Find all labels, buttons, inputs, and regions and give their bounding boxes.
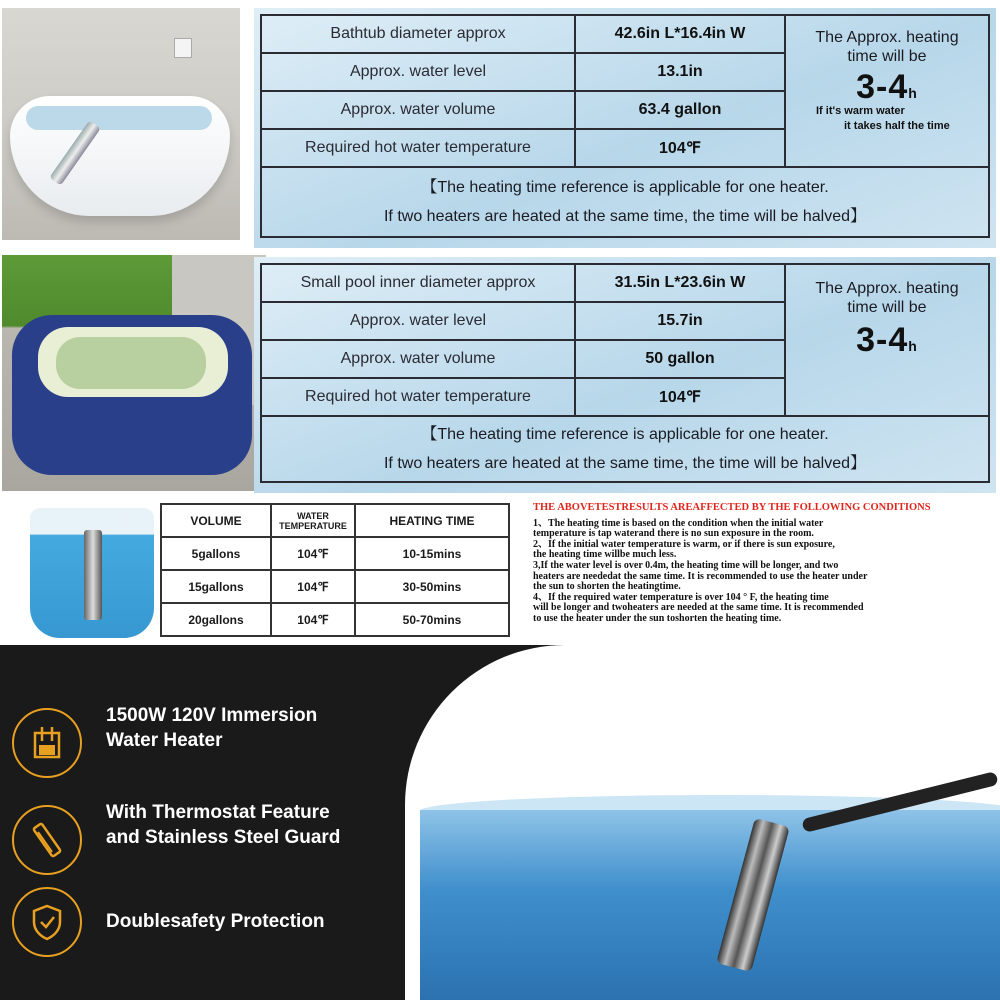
bathtub-photo xyxy=(2,8,240,240)
note-line: 【The heating time reference is applicable for one heater. xyxy=(421,426,829,443)
water-body xyxy=(420,810,1000,1000)
heating-time-number: 3-4 xyxy=(856,68,909,106)
heating-time-value xyxy=(786,68,988,107)
heating-time-value xyxy=(786,321,988,360)
heating-time-cell xyxy=(785,264,989,416)
heating-time-cell: 30-50mins xyxy=(355,570,509,603)
heater-rod-icon xyxy=(12,805,82,875)
pool-spec-panel xyxy=(254,257,996,493)
heating-time-label: The Approx. heating xyxy=(815,29,959,46)
spec-label: Approx. water volume xyxy=(261,340,575,378)
spec-label: Approx. water level xyxy=(261,302,575,340)
feature-line: 1500W 120V Immersion xyxy=(106,705,318,726)
volume-cell: 15gallons xyxy=(161,570,271,603)
feature-text xyxy=(106,800,340,850)
condition-line: 4、If the required water temperature is over 104 ° F, the heating time xyxy=(533,591,829,603)
heater-reference-note xyxy=(261,416,989,482)
spec-value: 42.6in L*16.4in W xyxy=(575,15,785,53)
heating-time-cell: 10-15mins xyxy=(355,537,509,570)
temperature-cell: 104℉ xyxy=(271,570,355,603)
warm-water-note: If it's warm water xyxy=(816,105,905,117)
condition-line: heaters are neededat the same time. It is recommended to use the heater under xyxy=(533,570,868,582)
heating-time-cell xyxy=(785,15,989,167)
spec-value: 13.1in xyxy=(575,53,785,91)
condition-line: 3,If the water level is over 0.4m, the heating time will be longer, and two xyxy=(533,559,839,571)
spec-value: 63.4 gallon xyxy=(575,91,785,129)
heating-time-cell: 50-70mins xyxy=(355,603,509,636)
column-header-line: WATER xyxy=(297,510,329,521)
test-conditions xyxy=(533,503,995,625)
feature-line: Doublesafety Protection xyxy=(106,911,325,932)
note-line: 【The heating time reference is applicable for one heater. xyxy=(421,179,829,196)
heating-time-unit: h xyxy=(908,338,918,354)
heating-time-label: time will be xyxy=(847,48,927,65)
feature-line: Water Heater xyxy=(106,730,223,751)
condition-line: will be longer and twoheaters are needed at the same time. It is recommended xyxy=(533,602,864,614)
bathtub-spec-panel xyxy=(254,8,996,248)
condition-line: to use the heater under the sun toshorten the heating time. xyxy=(533,612,782,624)
spec-label: Approx. water volume xyxy=(261,91,575,129)
spec-value: 50 gallon xyxy=(575,340,785,378)
condition-line: temperature is tap waterand there is no sun exposure in the room. xyxy=(533,528,814,540)
temperature-cell: 104℉ xyxy=(271,537,355,570)
column-header xyxy=(271,504,355,537)
temperature-cell: 104℉ xyxy=(271,603,355,636)
condition-line: 2、If the initial water temperature is warm, or if there is sun exposure, xyxy=(533,538,835,550)
condition-line: 1、The heating time is based on the condition when the initial water xyxy=(533,517,824,529)
spec-label: Small pool inner diameter approx xyxy=(261,264,575,302)
feature-text xyxy=(106,703,317,753)
heating-time-number: 3-4 xyxy=(856,321,909,359)
spec-value: 31.5in L*23.6in W xyxy=(575,264,785,302)
heating-time-label: The Approx. heating xyxy=(815,280,959,297)
pool-spec-table xyxy=(260,263,990,483)
bucket-photo xyxy=(22,500,162,640)
spec-label: Bathtub diameter approx xyxy=(261,15,575,53)
condition-line: the sun to shorten the heatingtime. xyxy=(533,581,681,593)
spec-label: Required hot water temperature xyxy=(261,129,575,167)
spec-value: 104℉ xyxy=(575,378,785,416)
column-header: VOLUME xyxy=(161,504,271,537)
feature-line: and Stainless Steel Guard xyxy=(106,827,341,848)
water-tank-icon xyxy=(12,708,82,778)
feature-text xyxy=(106,909,325,934)
feature-section xyxy=(0,645,1000,1000)
note-line: If two heaters are heated at the same time, the time will be halved】 xyxy=(383,208,867,225)
bathtub-spec-table xyxy=(260,14,990,238)
conditions-title: THE ABOVETESTRESULTS AREAFFECTED BY THE FOLLOWING CONDITIONS xyxy=(533,502,931,513)
spec-label: Required hot water temperature xyxy=(261,378,575,416)
volume-cell: 20gallons xyxy=(161,603,271,636)
condition-line: the heating time willbe much less. xyxy=(533,549,677,561)
spec-value: 15.7in xyxy=(575,302,785,340)
heating-time-unit: h xyxy=(908,85,918,101)
shield-check-icon xyxy=(12,887,82,957)
warm-water-note: it takes half the time xyxy=(844,120,950,132)
note-line: If two heaters are heated at the same time, the time will be halved】 xyxy=(383,455,867,472)
heater-reference-note xyxy=(261,167,989,237)
spec-label: Approx. water level xyxy=(261,53,575,91)
spec-value: 104℉ xyxy=(575,129,785,167)
column-header: HEATING TIME xyxy=(355,504,509,537)
column-header-line: TEMPERATURE xyxy=(279,520,347,531)
inflatable-pool-photo xyxy=(2,255,266,491)
feature-line: With Thermostat Feature xyxy=(106,802,330,823)
volume-heating-table xyxy=(160,503,510,637)
volume-cell: 5gallons xyxy=(161,537,271,570)
heating-time-label: time will be xyxy=(847,299,927,316)
